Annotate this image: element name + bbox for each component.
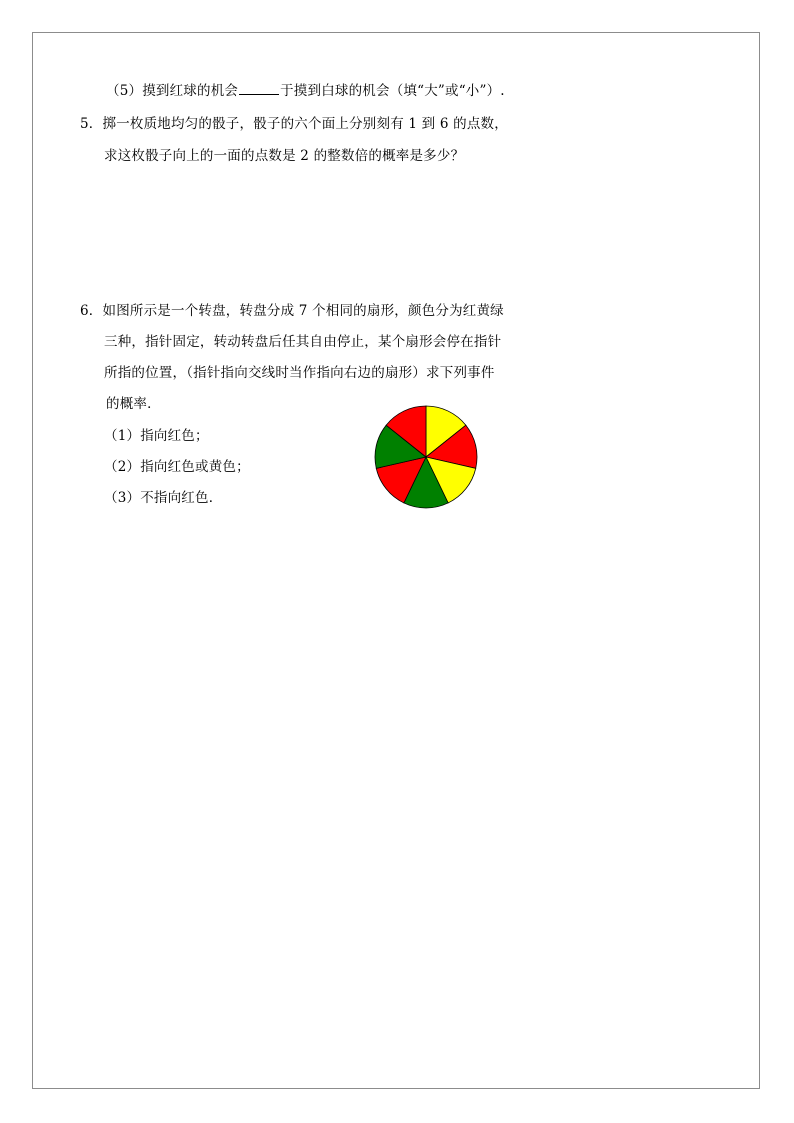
q6-part3: （3）不指向红色．	[104, 490, 223, 506]
q5-line1	[80, 115, 508, 133]
q6-text-line1: 如图所示是一个转盘，转盘分成 7 个相同的扇形，颜色分为红黄绿	[102, 303, 504, 319]
q6-part1: （1）指向红色；	[104, 428, 209, 444]
q6-line2: 三种，指针固定，转动转盘后任其自由停止，某个扇形会停在指针	[104, 334, 502, 350]
q5-text-line1: 掷一枚质地均匀的骰子，骰子的六个面上分别刻有 1 到 6 的点数，	[102, 116, 508, 132]
q6-line3: 所指的位置，（指针指向交线时当作指向右边的扇形）求下列事件	[104, 365, 495, 381]
q5-number: 5．	[80, 116, 103, 132]
q6-number: 6．	[80, 303, 103, 319]
q6-line1	[80, 302, 504, 320]
answer-blank	[239, 82, 279, 95]
q4-part5-text-before: （5）摸到红球的机会	[106, 83, 239, 99]
spinner-sectors	[375, 406, 477, 508]
q5-line2: 求这枚骰子向上的一面的点数是 2 的整数倍的概率是多少？	[104, 148, 465, 164]
q6-part2: （2）指向红色或黄色；	[104, 459, 250, 475]
page-frame	[32, 32, 760, 1089]
q4-part5-line	[106, 82, 505, 100]
q6-line4: 的概率．	[106, 396, 161, 412]
spinner-wheel	[373, 404, 479, 510]
q4-part5-text-after: 于摸到白球的机会（填“大”或“小”）.	[280, 83, 505, 99]
